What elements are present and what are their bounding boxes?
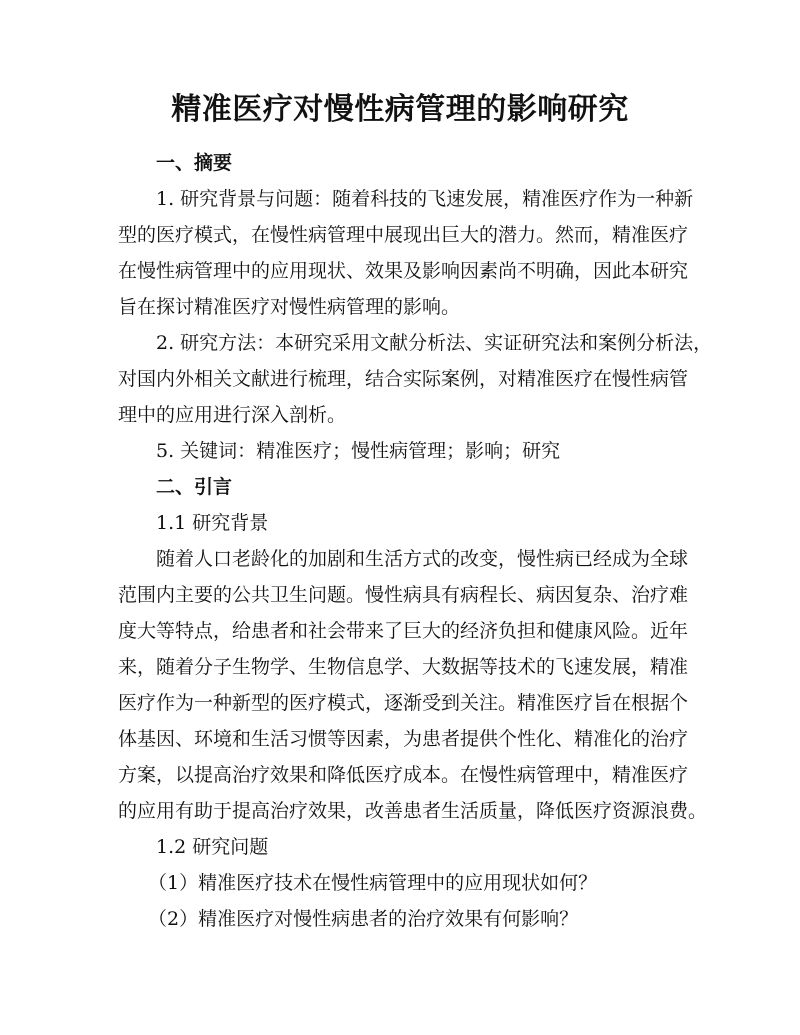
- subsection-heading-questions: 1.2 研究问题: [156, 836, 269, 858]
- paragraph-line: 理中的应用进行深入剖析。: [118, 404, 347, 426]
- paragraph-line: 1. 研究背景与问题：随着科技的飞速发展，精准医疗作为一种新: [156, 188, 694, 210]
- paragraph-line: 随着人口老龄化的加剧和生活方式的改变，慢性病已经成为全球: [156, 548, 689, 570]
- keywords-line: 5. 关键词：精准医疗；慢性病管理；影响；研究: [156, 440, 561, 462]
- subsection-heading-background: 1.1 研究背景: [156, 512, 269, 534]
- paragraph-line: 方案，以提高治疗效果和降低医疗成本。在慢性病管理中，精准医疗: [118, 764, 689, 786]
- paragraph-line: 度大等特点，给患者和社会带来了巨大的经济负担和健康风险。近年: [118, 620, 689, 642]
- question-item: （2）精准医疗对慢性病患者的治疗效果有何影响？: [148, 908, 579, 930]
- section-heading-abstract: 一、摘要: [156, 152, 233, 174]
- paragraph-line: 型的医疗模式，在慢性病管理中展现出巨大的潜力。然而，精准医疗: [118, 224, 689, 246]
- paragraph-line: 来，随着分子生物学、生物信息学、大数据等技术的飞速发展，精准: [118, 656, 689, 678]
- question-item: （1）精准医疗技术在慢性病管理中的应用现状如何？: [148, 872, 598, 894]
- section-heading-introduction: 二、引言: [156, 476, 233, 498]
- paragraph-line: 医疗作为一种新型的医疗模式，逐渐受到关注。精准医疗旨在根据个: [118, 692, 689, 714]
- paragraph-line: 的应用有助于提高治疗效果，改善患者生活质量，降低医疗资源浪费。: [118, 800, 708, 822]
- paragraph-line: 在慢性病管理中的应用现状、效果及影响因素尚不明确，因此本研究: [118, 260, 689, 282]
- paragraph-line: 对国内外相关文献进行梳理，结合实际案例，对精准医疗在慢性病管: [118, 368, 689, 390]
- paragraph-line: 2. 研究方法：本研究采用文献分析法、实证研究法和案例分析法，: [156, 332, 713, 354]
- paragraph-line: 体基因、环境和生活习惯等因素，为患者提供个性化、精准化的治疗: [118, 728, 689, 750]
- paragraph-line: 旨在探讨精准医疗对慢性病管理的影响。: [118, 296, 461, 318]
- paragraph-line: 范围内主要的公共卫生问题。慢性病具有病程长、病因复杂、治疗难: [118, 584, 689, 606]
- document-title: 精准医疗对慢性病管理的影响研究: [171, 92, 629, 127]
